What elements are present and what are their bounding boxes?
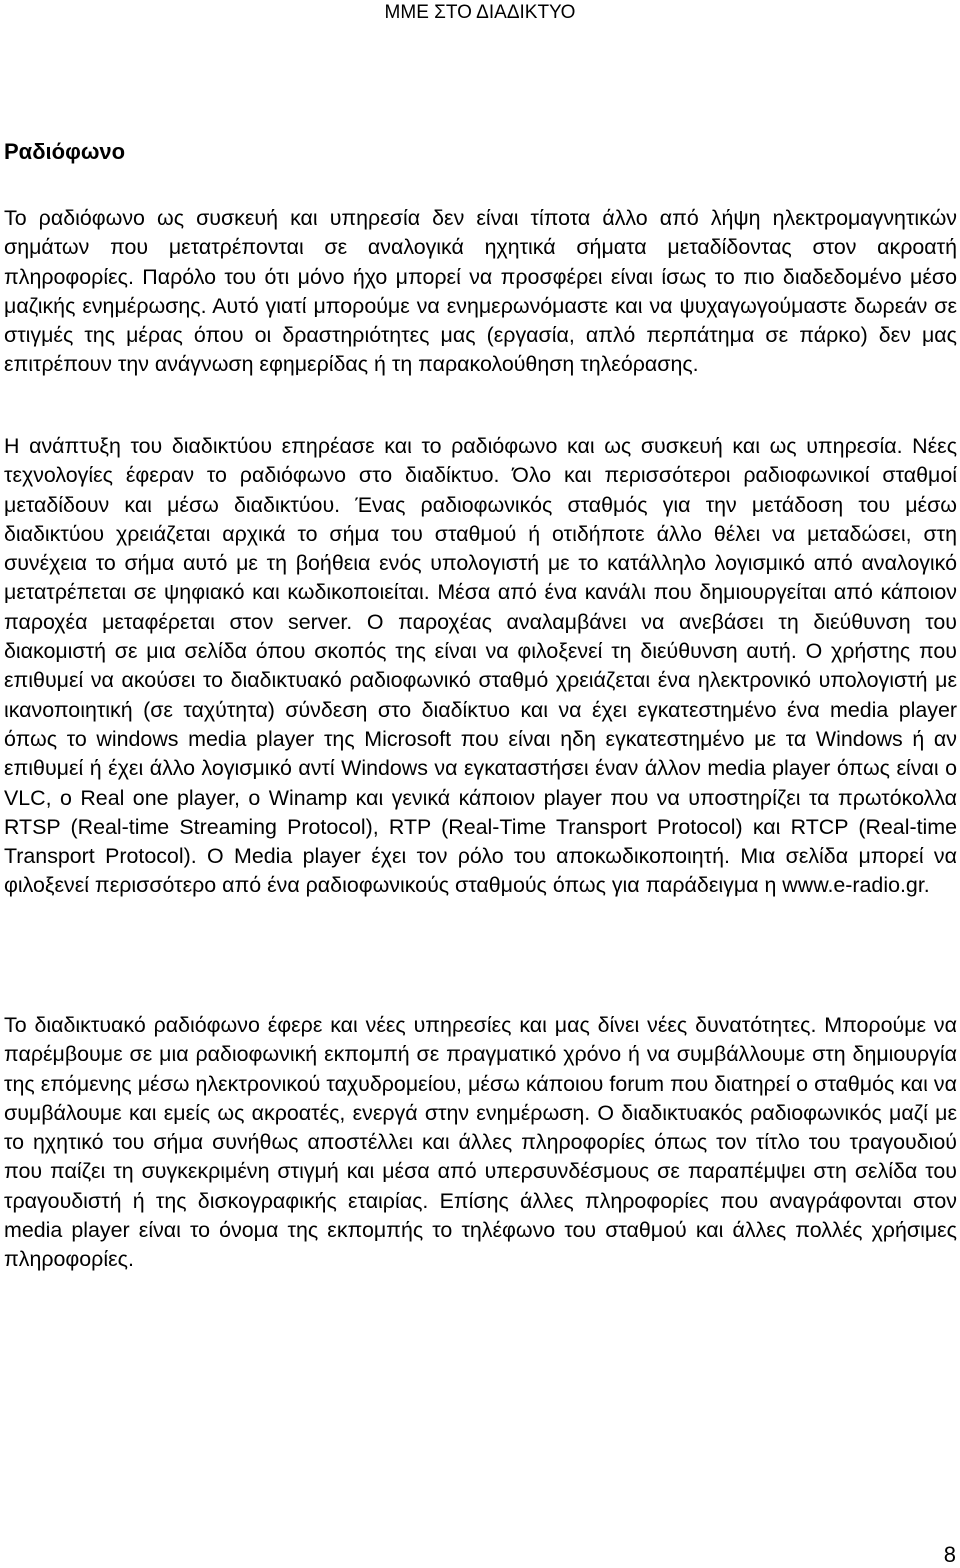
running-header: ΜΜΕ ΣΤΟ ΔΙΑΔΙΚΤΥΟ xyxy=(384,2,576,23)
paragraph-new-services: Το διαδικτυακό ραδιόφωνο έφερε και νέες υπηρεσίες και μας δίνει νέες δυνατότητες. Μπορούμε να παρέμβουμε σε μια ραδιοφωνική εκπομπή σε πραγματικό χρόνο ή να συμβάλλουμε στη δημιουργία της επόμενης μέσω ηλεκτρονικού ταχυδρομείου, μέσω κάποιου forum που διατηρεί ο σταθμός και να συμβάλουμε και εμείς ως ακροατές, ενεργά στην ενημέρωση. Ο διαδικτυακός ραδιοφωνικός μαζί με το ηχητικό του σήμα συνήθως αποστέλλει και άλλες πληροφορίες όπως τον τίτλο του τραγουδιού που παίζει τη συγκεκριμένη στιγμή και μέσα από υπερσυνδέσμους σε παραπέμψει στη σελίδα του τραγουδιστή ή της δισκογραφικής εταιρίας. Επίσης άλλες πληροφορίες που αναγράφονται στον media player είναι το όνομα της εκπομπής το τηλέφωνο του σταθμού και άλλες πολλές χρήσιμες πληροφορίες. xyxy=(4,1013,957,1272)
paragraph-internet-radio: Η ανάπτυξη του διαδικτύου επηρέασε και το ραδιόφωνο και ως συσκευή και ως υπηρεσία. Νέες τεχνολογίες έφεραν το ραδιόφωνο στο διαδίκτυο. Όλο και περισσότεροι ραδιοφωνικοί σταθμοί μεταδίδουν και μέσω διαδικτύου. Ένας ραδιοφωνικός σταθμός για την μετάδοση του μέσω διαδικτύου χρειάζεται αρχικά το σήμα του σταθμού ή οτιδήποτε άλλο θέλει να μεταδώσει, στη συνέχεια το σήμα αυτό με τη βοήθεια ενός υπολογιστή με το κατάλληλο λογισμικό από αναλογικό μετατρέπεται σε ψηφιακό και κωδικοποιείται. Μέσα από ένα κανάλι που δημιουργείται από κάποιον παροχέα μεταφέρεται στον server. Ο παροχέας αναλαμβάνει να ανεβάσει τη διεύθυνση του διακομιστή σε μια σελίδα όπου σκοπός της είναι να φιλοξενεί τη διεύθυνση αυτή. Ο χρήστης που επιθυμεί να ακούσει το διαδικτυακό ραδιοφωνικό σταθμό χρειάζεται ένα ηλεκτρονικό υπολογιστή με ικανοποιητική (σε ταχύτητα) σύνδεση στο διαδίκτυο και να έχει εγκατεστημένο ένα media player όπως το windows media player της Microsoft που είναι ηδη εγκατεστημένο με τα Windows ή αν επιθυμεί ή έχει άλλο λογισμικό αντί Windows να εγκαταστήσει έναν άλλον media player όπως είναι ο VLC, ο Real one player, ο Winamp και γενικά κάποιον player που να υποστηρίζει τα πρωτόκολλα RTSP (Real-time Streaming Protocol), RTP (Real-Time Transport Protocol) και RTCP (Real-time Transport Protocol). O Media player έχει τον ρόλο του αποκωδικοποιητή. Μια σελίδα μπορεί να φιλοξενεί περισσότερο από ένα ραδιοφωνικούς σταθμούς όπως για παράδειγμα η www.e-radio.gr. xyxy=(4,434,957,898)
paragraph-radio-intro: Το ραδιόφωνο ως συσκευή και υπηρεσία δεν είναι τίποτα άλλο από λήψη ηλεκτρομαγνητικών σημάτων που μετατρέπονται σε αναλογικά ηχητικά σήματα μεταδίδοντας στον ακροατή πληροφορίες. Παρόλο του ότι μόνο ήχο μπορεί να προσφέρει είναι ίσως το πιο διαδεδομένο μέσο μαζικής ενημέρωσης. Αυτό γιατί μπορούμε να ενημερωνόμαστε και να ψυχαγωγούμαστε δωρεάν σε στιγμές της μέρας όπου οι δραστηριότητες μας (εργασία, απλό περπάτημα σε πάρκο) δεν μας επιτρέπουν την ανάγνωση εφημερίδας ή τη παρακολούθηση τηλεόρασης. xyxy=(4,206,957,377)
page-number: 8 xyxy=(943,1542,956,1567)
section-title: Ραδιόφωνο xyxy=(4,139,126,164)
